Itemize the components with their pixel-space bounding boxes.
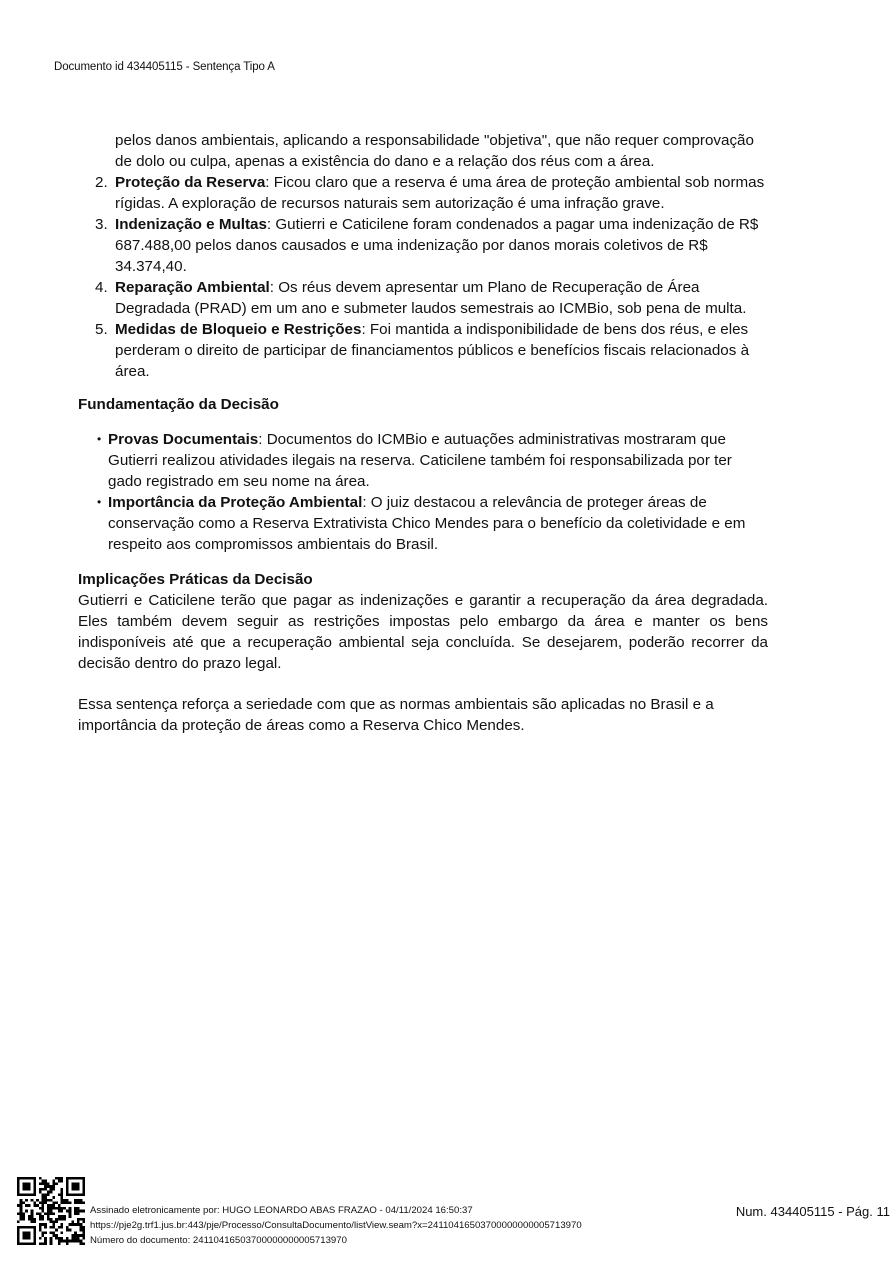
list-item-text: : Foi mantida a indisponibilidade de bens dos réus, e eles perderam o direito de participar de financiamentos públicos e benefícios fiscais relacionados à área. [115,321,750,380]
list-item [78,172,768,214]
list-item [78,319,768,382]
numbered-list [78,172,768,382]
list-item-title: Indenização e Multas [115,216,267,233]
signature-block [90,1203,582,1248]
page-number: Num. 434405115 - Pág. 11 [735,1204,890,1219]
list-continuation-text: pelos danos ambientais, aplicando a responsabilidade "objetiva", que não requer comprovação de dolo ou culpa, apenas a existência do dano e a relação dos réus com a área. [115,132,754,170]
list-item-number: 2. [95,174,108,191]
list-item [78,492,768,555]
document-body [78,130,768,736]
document-url-link[interactable]: https://pje2g.trf1.jus.br:443/pje/Processo/ConsultaDocumento/listView.seam?x=24110416503700000000005713970 [90,1220,582,1231]
list-item-title: Provas Documentais [108,431,259,448]
bullet-list [78,429,768,555]
document-id-header: Documento id 434405115 - Sentença Tipo A [54,61,275,73]
section-heading-fundamentacao: Fundamentação da Decisão [78,396,279,413]
list-item-text: : Gutierri e Caticilene foram condenados a pagar uma indenização de R$ 687.488,00 pelos danos causados e uma indenização por danos morais coletivos de R$ 34.374,40. [115,216,759,275]
list-item-title: Importância da Proteção Ambiental [108,494,363,511]
qr-code-icon [17,1177,85,1245]
signature-footer [0,1175,892,1255]
list-item-number: 4. [95,279,108,296]
list-item [78,214,768,277]
list-item-text: : Os réus devem apresentar um Plano de Recuperação de Área Degradada (PRAD) em um ano e submeter laudos semestrais ao ICMBio, sob pena de multa. [115,279,747,317]
closing-paragraph: Essa sentença reforça a seriedade com que as normas ambientais são aplicadas no Brasil e a importância da proteção de áreas como a Reserva Chico Mendes. [78,696,714,734]
list-item-title: Reparação Ambiental [115,279,270,296]
list-item-title: Proteção da Reserva [115,174,266,191]
list-item [78,429,768,492]
list-item-number: 3. [95,216,108,233]
signed-by-text: Assinado eletronicamente por: HUGO LEONARDO ABAS FRAZAO - 04/11/2024 16:50:37 [90,1205,473,1216]
list-item-text: : O juiz destacou a relevância de proteger áreas de conservação como a Reserva Extrativista Chico Mendes para o benefício da coletividade e em respeito aos compromissos ambientais do Brasil. [108,494,746,553]
document-number-text: Número do documento: 24110416503700000000005713970 [90,1235,347,1246]
list-item [78,277,768,319]
implicacoes-paragraph: Gutierri e Caticilene terão que pagar as indenizações e garantir a recuperação da área degradada. Eles também devem seguir as restrições impostas pelo embargo da área e manter os bens indisponíveis até que a recuperação ambiental seja concluída. Se desejarem, poderão recorrer da decisão dentro do prazo legal. [78,592,768,672]
bullet-icon: • [97,432,102,446]
bullet-icon: • [97,495,102,509]
list-item-text: : Documentos do ICMBio e autuações administrativas mostraram que Gutierri realizou atividades ilegais na reserva. Caticilene também foi responsabilizada por ter gado registrado em seu nome na área. [108,431,732,490]
list-item-text: : Ficou claro que a reserva é uma área de proteção ambiental sob normas rígidas. A exploração de recursos naturais sem autorização é uma infração grave. [115,174,765,212]
list-item-number: 5. [95,321,108,338]
list-item-title: Medidas de Bloqueio e Restrições [115,321,362,338]
section-heading-implicacoes: Implicações Práticas da Decisão [78,571,313,588]
